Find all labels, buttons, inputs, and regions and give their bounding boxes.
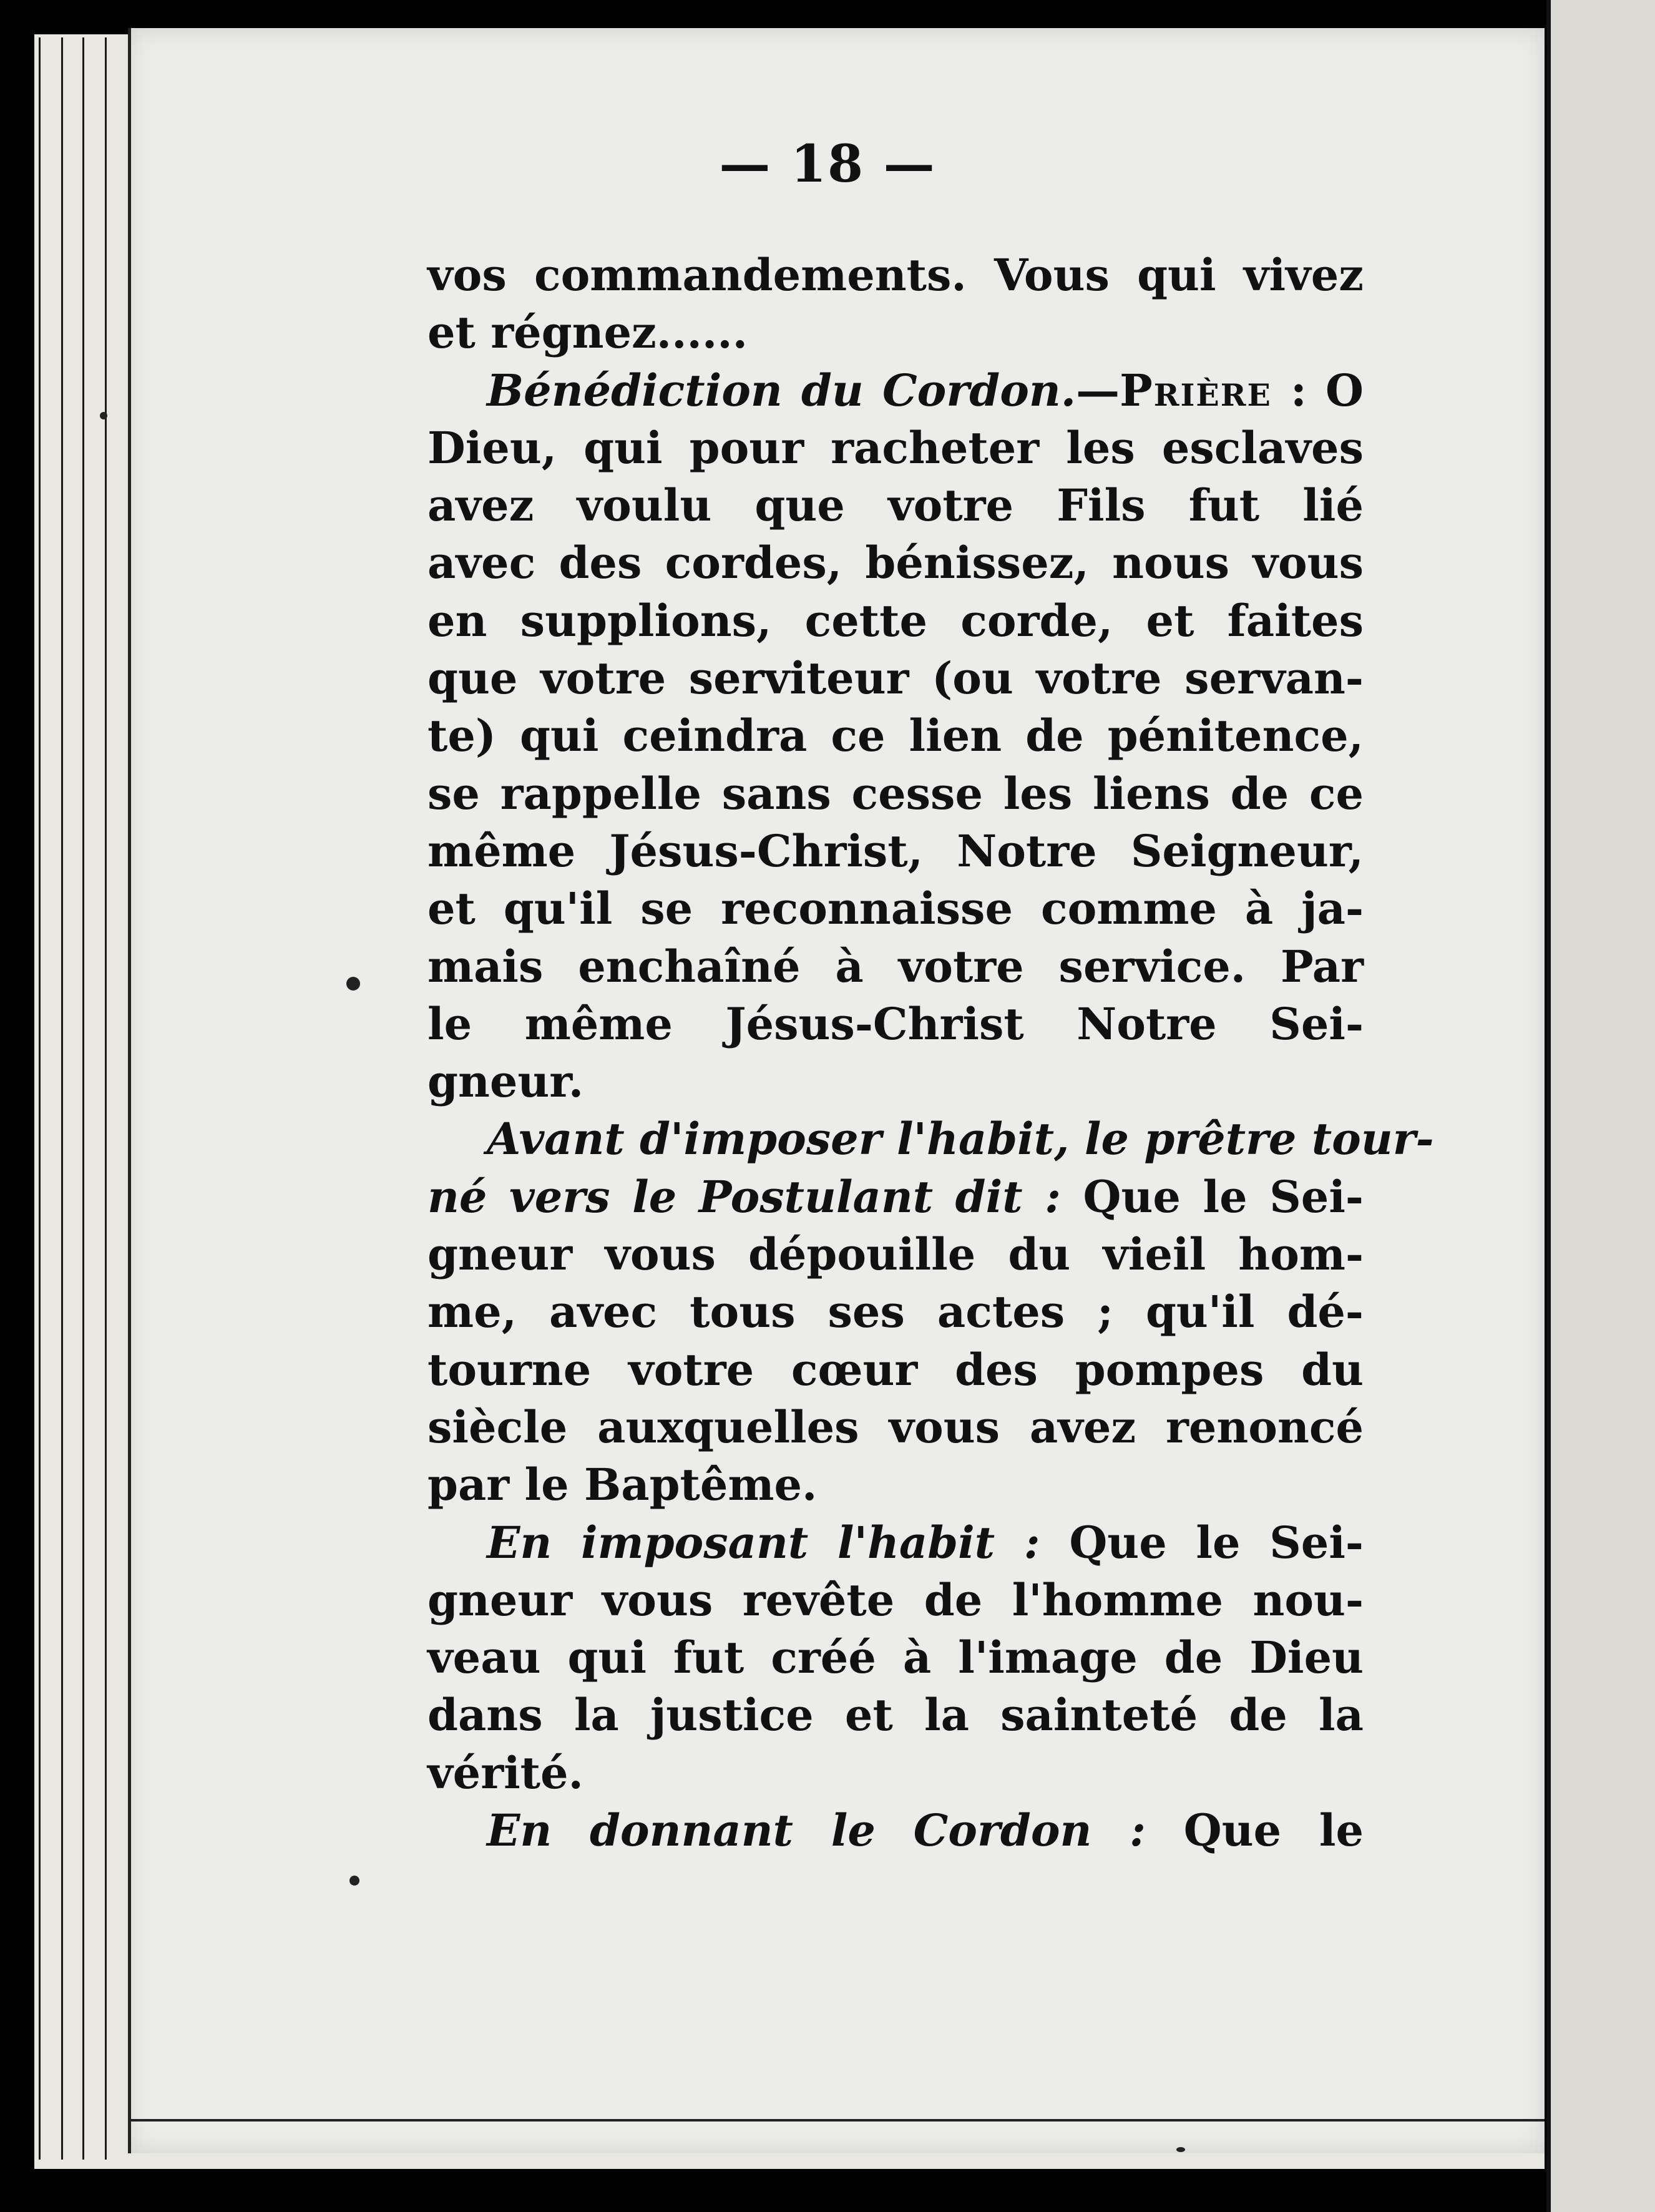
page-edge [39, 37, 41, 2160]
text-fragment: Que le [1145, 1804, 1364, 1857]
text-fragment: Que le Sei- [1040, 1516, 1364, 1568]
text-line: dans la justice et la sainteté de la [427, 1689, 1364, 1741]
text-line: te) qui ceindra ce lien de pénitence, [427, 710, 1364, 762]
text-line: avez voulu que votre Fils fut lié [427, 479, 1364, 532]
scan-speck [346, 977, 360, 991]
text-line: veau qui fut créé à l'image de Dieu [427, 1632, 1364, 1684]
text-line [427, 1168, 1364, 1226]
page-number: — 18 — [719, 134, 936, 194]
prayer-heading: Prière [1120, 364, 1272, 416]
dash: — [1076, 364, 1120, 416]
text-line: et qu'il se reconnaisse comme à ja- [427, 883, 1364, 935]
scan-speck [100, 412, 107, 419]
text-fragment: Que le Sei- [1060, 1170, 1364, 1223]
rubric: né vers le Postulant dit : [427, 1170, 1061, 1223]
text-line: même Jésus-Christ, Notre Seigneur, [427, 825, 1364, 877]
rubric: En imposant l'habit : [487, 1516, 1040, 1568]
text-line: se rappelle sans cesse les liens de ce [427, 767, 1364, 820]
scan-speck [349, 1876, 359, 1886]
text-line: gneur. [427, 1055, 584, 1108]
next-page-strip [1551, 0, 1655, 2212]
text-line: avec des cordes, bénissez, nous vous [427, 537, 1364, 589]
text-line: mais enchaîné à votre service. Par [427, 940, 1364, 992]
text-line: vérité. [427, 1746, 583, 1799]
text-line: Dieu, qui pour racheter les esclaves [427, 421, 1364, 474]
scan-speck [1176, 2147, 1185, 2152]
rubric: Bénédiction du Cordon. [487, 364, 1076, 416]
text-line: en supplions, cette corde, et faites [427, 594, 1364, 647]
text-line: me, avec tous ses actes ; qu'il dé- [427, 1286, 1364, 1338]
page-edge [105, 37, 107, 2160]
text-line: le même Jésus-Christ Notre Sei- [427, 997, 1364, 1050]
rubric-line: Avant d'imposer l'habit, le prêtre tour- [487, 1113, 1434, 1165]
text-line: siècle auxquelles vous avez renoncé [427, 1401, 1364, 1453]
page-text [427, 247, 1434, 1859]
text-line: gneur vous dépouille du vieil hom- [427, 1228, 1364, 1281]
text-line: vos commandements. Vous qui vivez [427, 249, 1364, 301]
text-line [427, 362, 1364, 419]
text-line: gneur vous revête de l'homme nou- [427, 1573, 1364, 1626]
text-line [427, 1514, 1364, 1572]
text-line: que votre serviteur (ou votre servan- [427, 652, 1364, 705]
page-border [128, 28, 131, 2153]
page-edge [82, 37, 84, 2160]
text-fragment: : O [1271, 364, 1364, 416]
text-line [427, 1802, 1364, 1859]
text-line: tourne votre cœur des pompes du [427, 1343, 1364, 1396]
rubric: En donnant le Cordon : [487, 1804, 1146, 1857]
page-border [128, 2119, 1545, 2121]
page-edge [61, 37, 63, 2160]
text-line: par le Baptême. [427, 1459, 818, 1511]
text-line: et régnez...... [427, 306, 748, 359]
